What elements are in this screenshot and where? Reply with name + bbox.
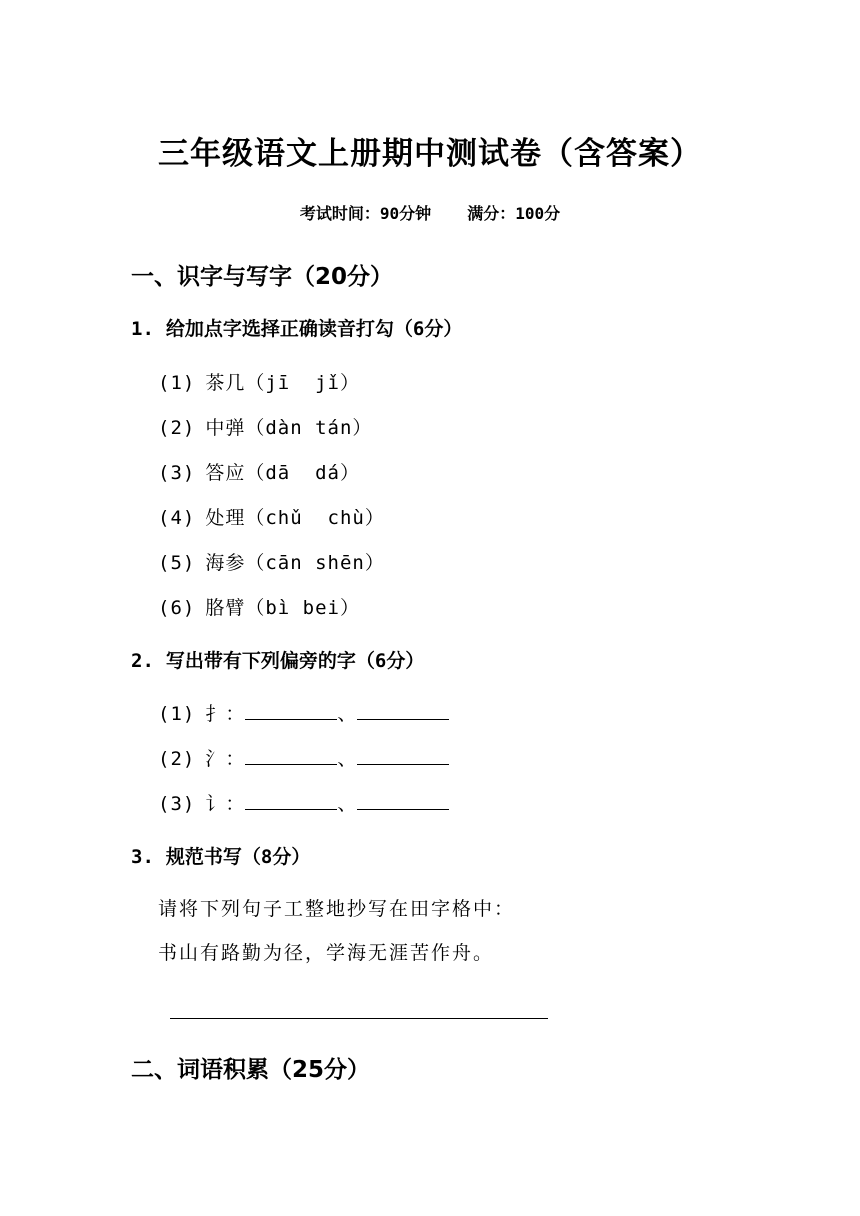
list-item	[158, 458, 360, 485]
item-label: (3)	[158, 793, 196, 815]
item-text: 处理（chǔ chù）	[205, 507, 385, 529]
writing-line	[170, 1018, 548, 1019]
list-item	[158, 503, 385, 530]
instruction-text: 请将下列句子工整地抄写在田字格中：	[158, 898, 516, 920]
radical: 氵	[205, 748, 226, 770]
separator: 、	[337, 748, 358, 770]
colon: ：	[225, 703, 246, 725]
colon: ：	[225, 793, 246, 815]
question-number: 2.	[131, 650, 154, 672]
list-item	[158, 593, 360, 620]
answer-blank[interactable]	[245, 705, 337, 720]
answer-blank[interactable]	[357, 705, 449, 720]
item-text: 海参（cān shēn）	[205, 552, 385, 574]
answer-blank[interactable]	[357, 795, 449, 810]
exam-time: 考试时间：90分钟	[299, 204, 432, 223]
question-text: 写出带有下列偏旁的字（6分）	[165, 650, 425, 672]
fill-blank-item	[158, 699, 449, 726]
copy-sentence: 书山有路勤为径，学海无涯苦作舟。	[158, 942, 495, 964]
item-label: (6)	[158, 597, 196, 619]
item-text: 中弹（dàn tán）	[205, 417, 373, 439]
item-text: 茶几（jī jǐ）	[205, 372, 360, 394]
item-label: (2)	[158, 417, 196, 439]
separator: 、	[337, 793, 358, 815]
list-item	[158, 548, 385, 575]
item-text: 胳臂（bì bei）	[205, 597, 360, 619]
section-heading-1: 一、识字与写字（20分）	[131, 264, 394, 290]
question-text: 给加点字选择正确读音打勾（6分）	[165, 318, 463, 340]
page-title: 三年级语文上册期中测试卷（含答案）	[158, 136, 702, 172]
list-item	[158, 413, 372, 440]
list-item	[158, 368, 360, 395]
question-number: 3.	[131, 846, 154, 868]
item-label: (1)	[158, 372, 196, 394]
answer-blank[interactable]	[357, 750, 449, 765]
radical: 扌	[205, 703, 226, 725]
question-number: 1.	[131, 318, 154, 340]
item-text: 答应（dā dá）	[205, 462, 360, 484]
answer-blank[interactable]	[245, 795, 337, 810]
section-heading-2: 二、词语积累（25分）	[131, 1057, 371, 1083]
item-label: (5)	[158, 552, 196, 574]
radical: 讠	[205, 793, 226, 815]
item-label: (4)	[158, 507, 196, 529]
exam-score: 满分：100分	[467, 204, 561, 223]
item-label: (2)	[158, 748, 196, 770]
question-1	[131, 314, 462, 341]
colon: ：	[225, 748, 246, 770]
fill-blank-item	[158, 789, 449, 816]
question-3	[131, 842, 310, 869]
question-text: 规范书写（8分）	[165, 846, 311, 868]
question-2	[131, 646, 424, 673]
separator: 、	[337, 703, 358, 725]
fill-blank-item	[158, 744, 449, 771]
item-label: (3)	[158, 462, 196, 484]
answer-blank[interactable]	[245, 750, 337, 765]
exam-meta	[0, 201, 860, 224]
item-label: (1)	[158, 703, 196, 725]
